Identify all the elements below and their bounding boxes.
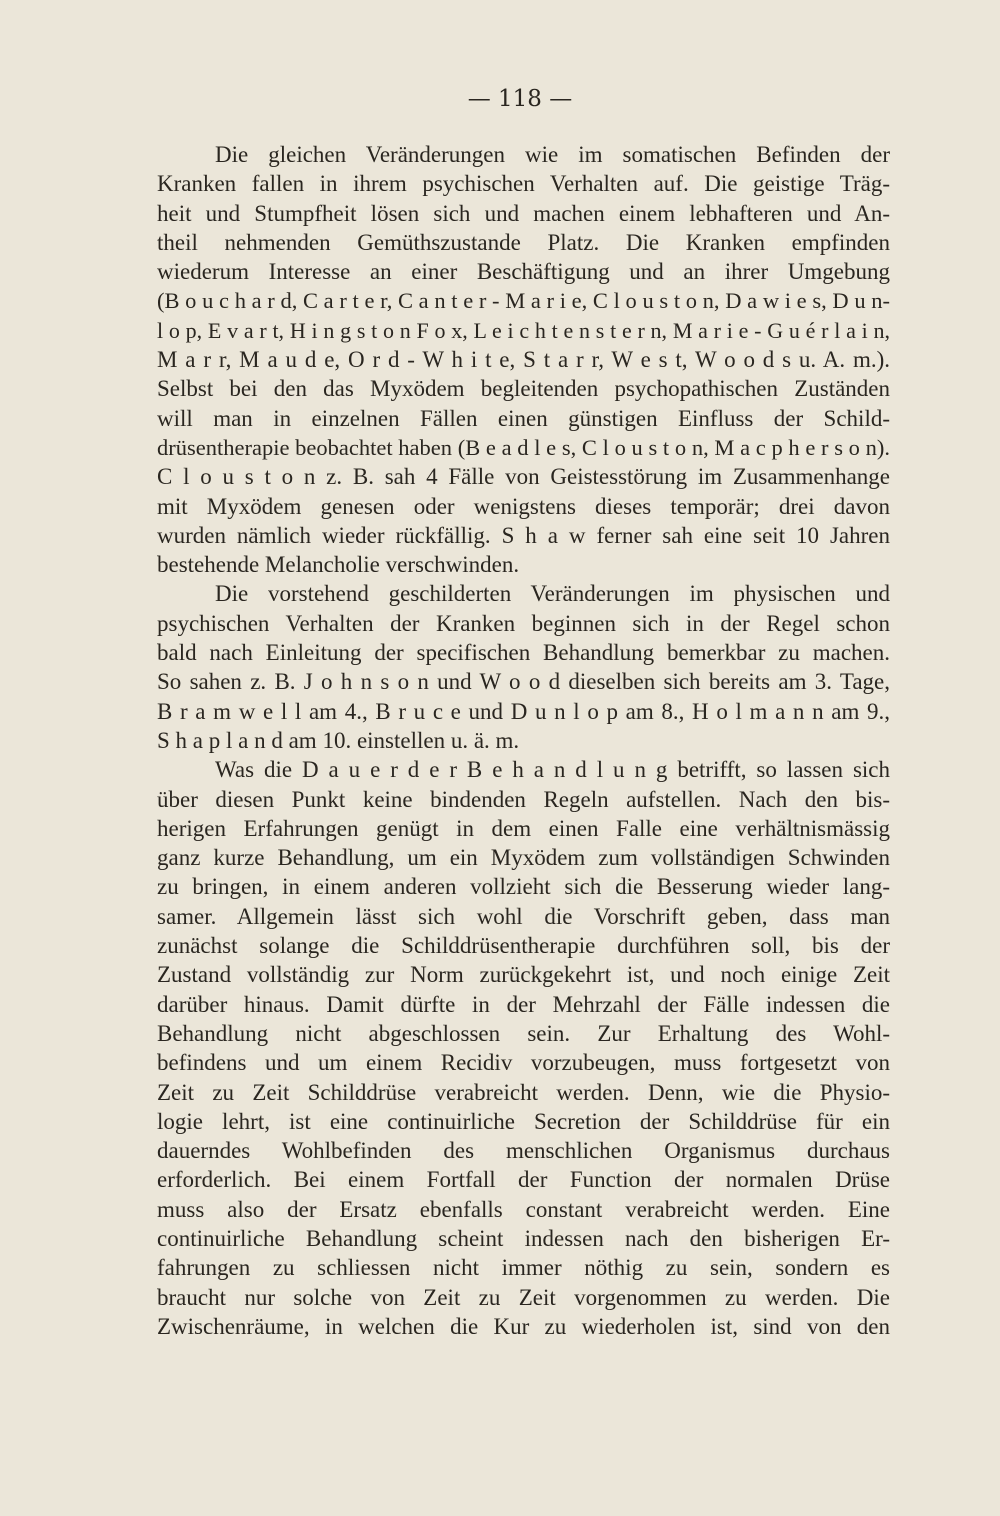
- text-line: Kranken fallen in ihrem psychischen Verhalten auf. Die geistige Träg-: [157, 171, 890, 197]
- text-line: zunächst solange die Schilddrüsentherapie durchführen soll, bis der: [157, 933, 890, 959]
- text-line: l o p, E v a r t, H i n g s t o n F o x, L e i c h t e n s t e r n, M a r i e - G u é r l a i n,: [157, 317, 890, 343]
- text-line: braucht nur solche von Zeit zu Zeit vorgenommen zu werden. Die: [157, 1284, 890, 1310]
- page-number: — 118 —: [467, 86, 573, 112]
- text-line: Zeit zu Zeit Schilddrüse verabreicht werden. Denn, wie die Physio-: [157, 1079, 890, 1105]
- text-line: Selbst bei den das Myxödem begleitenden psychopathischen Zuständen: [157, 376, 890, 402]
- text-line: theil nehmenden Gemüthszustande Platz. Die Kranken empfinden: [157, 229, 890, 255]
- body-text: [157, 140, 890, 1341]
- text-line: befindens und um einem Recidiv vorzubeugen, muss fortgesetzt von: [157, 1050, 890, 1076]
- text-line: wiederum Interesse an einer Beschäftigung und an ihrer Umgebung: [157, 259, 890, 285]
- text-line: C l o u s t o n z. B. sah 4 Fälle von Geistesstörung im Zusammenhange: [157, 464, 890, 490]
- text-line: (B o u c h a r d, C a r t e r, C a n t e r - M a r i e, C l o u s t o n, D a w i e s, D u n-: [157, 288, 890, 314]
- text-line: Die gleichen Veränderungen wie im somatischen Befinden der: [215, 142, 890, 167]
- text-line: dauerndes Wohlbefinden des menschlichen Organismus durchaus: [157, 1138, 890, 1164]
- text-line: wurden nämlich wieder rückfällig. S h a w ferner sah eine seit 10 Jahren: [157, 522, 890, 548]
- text-line: bestehende Melancholie verschwinden.: [157, 552, 520, 578]
- text-line: psychischen Verhalten der Kranken beginnen sich in der Regel schon: [157, 610, 890, 636]
- text-line: ganz kurze Behandlung, um ein Myxödem zum vollständigen Schwinden: [157, 845, 890, 871]
- text-line: erforderlich. Bei einem Fortfall der Function der normalen Drüse: [157, 1167, 890, 1193]
- text-line: darüber hinaus. Damit dürfte in der Mehrzahl der Fälle indessen die: [157, 991, 890, 1017]
- text-line: zu bringen, in einem anderen vollzieht sich die Besserung wieder lang-: [157, 874, 890, 900]
- text-line: über diesen Punkt keine bindenden Regeln aufstellen. Nach den bis-: [157, 786, 890, 812]
- text-line: heit und Stumpfheit lösen sich und machen einem lebhafteren und An-: [157, 200, 890, 226]
- text-line: Behandlung nicht abgeschlossen sein. Zur Erhaltung des Wohl-: [157, 1020, 890, 1046]
- text-line: Zustand vollständig zur Norm zurückgekehrt ist, und noch einige Zeit: [157, 962, 890, 988]
- text-line: logie lehrt, ist eine continuirliche Secretion der Schilddrüse für ein: [157, 1108, 890, 1134]
- text-line: Die vorstehend geschilderten Veränderungen im physischen und: [215, 581, 890, 607]
- text-line: drüsentherapie beobachtet haben (B e a d l e s, C l o u s t o n, M a c p h e r s o n).: [157, 434, 890, 460]
- text-line: muss also der Ersatz ebenfalls constant verabreicht werden. Eine: [157, 1196, 890, 1222]
- text-line: So sahen z. B. J o h n s o n und W o o d dieselben sich bereits am 3. Tage,: [157, 669, 890, 695]
- text-line: S h a p l a n d am 10. einstellen u. ä. m.: [157, 727, 520, 753]
- text-line: herigen Erfahrungen genügt in dem einen Falle eine verhältnismässig: [157, 815, 890, 841]
- text-line: fahrungen zu schliessen nicht immer nöthig zu sein, sondern es: [157, 1255, 890, 1281]
- text-line: bald nach Einleitung der specifischen Behandlung bemerkbar zu machen.: [157, 640, 890, 666]
- text-line: Zwischenräume, in welchen die Kur zu wiederholen ist, sind von den: [157, 1313, 890, 1339]
- text-line: continuirliche Behandlung scheint indessen nach den bisherigen Er-: [157, 1225, 890, 1251]
- text-line: B r a m w e l l am 4., B r u c e und D u n l o p am 8., H o l m a n n am 9.,: [157, 698, 890, 724]
- text-line: Was die D a u e r d e r B e h a n d l u n g betrifft, so lassen sich: [215, 757, 890, 783]
- text-line: will man in einzelnen Fällen einen günstigen Einfluss der Schild-: [157, 405, 890, 431]
- text-line: M a r r, M a u d e, O r d - W h i t e, S t a r r, W e s t, W o o d s u. A. m.).: [157, 347, 890, 373]
- text-line: samer. Allgemein lässt sich wohl die Vorschrift geben, dass man: [157, 903, 890, 929]
- text-line: mit Myxödem genesen oder wenigstens dieses temporär; drei davon: [157, 493, 890, 519]
